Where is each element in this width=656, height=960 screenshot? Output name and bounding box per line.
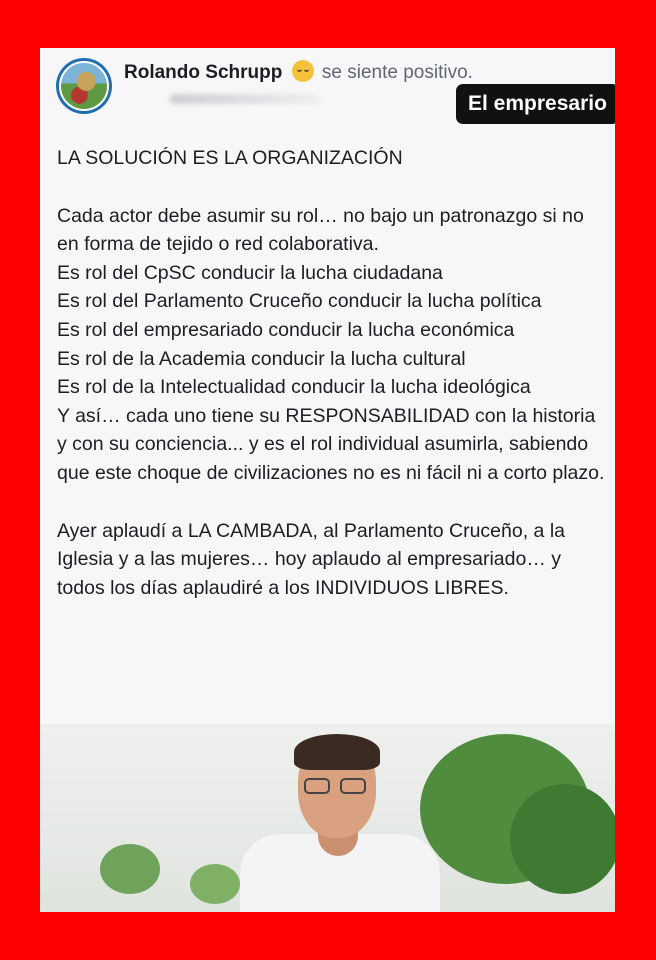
avatar-image xyxy=(59,61,109,111)
paragraph-line: Es rol de la Academia conducir la lucha cultural xyxy=(57,347,466,370)
tree-decoration xyxy=(100,844,160,894)
feeling-text: se siente positivo. xyxy=(321,62,473,83)
man-portrait xyxy=(230,734,450,912)
paragraph-line: Cada actor debe asumir su rol… no bajo un patronazgo si no en forma de tejido o red colaborativa. xyxy=(57,204,584,256)
author-name[interactable]: Rolando Schrupp xyxy=(124,62,283,83)
overlay-caption-tag: El empresario xyxy=(456,84,615,124)
post-photo[interactable] xyxy=(40,724,615,912)
relieved-face-icon xyxy=(292,60,314,82)
paragraph-line: Y así… cada uno tiene su RESPONSABILIDAD con la historia y con su conciencia... y es el rol individual asumirla, sabiendo que este choque de civilizaciones no es ni fácil ni a corto plazo. xyxy=(57,404,605,484)
author-avatar[interactable] xyxy=(56,58,112,114)
post-text xyxy=(57,144,609,602)
closing-paragraph: Ayer aplaudí a LA CAMBADA, al Parlamento Cruceño, a la Iglesia y a las mujeres… hoy aplaudo al empresariado… y todos los días aplaudiré a los INDIVIDUOS LIBRES. xyxy=(57,519,565,599)
blurred-timestamp xyxy=(170,94,320,104)
author-line xyxy=(124,60,473,84)
paragraph-line: Es rol del empresariado conducir la lucha económica xyxy=(57,318,515,341)
post-header xyxy=(40,48,615,148)
paragraph-line: Es rol del Parlamento Cruceño conducir la lucha política xyxy=(57,290,542,313)
paragraph-line: Es rol del CpSC conducir la lucha ciudadana xyxy=(57,261,443,284)
facebook-post-card xyxy=(40,48,615,912)
tree-decoration xyxy=(510,784,615,894)
paragraph-line: Es rol de la Intelectualidad conducir la lucha ideológica xyxy=(57,376,531,399)
post-title: LA SOLUCIÓN ES LA ORGANIZACIÓN xyxy=(57,147,403,169)
